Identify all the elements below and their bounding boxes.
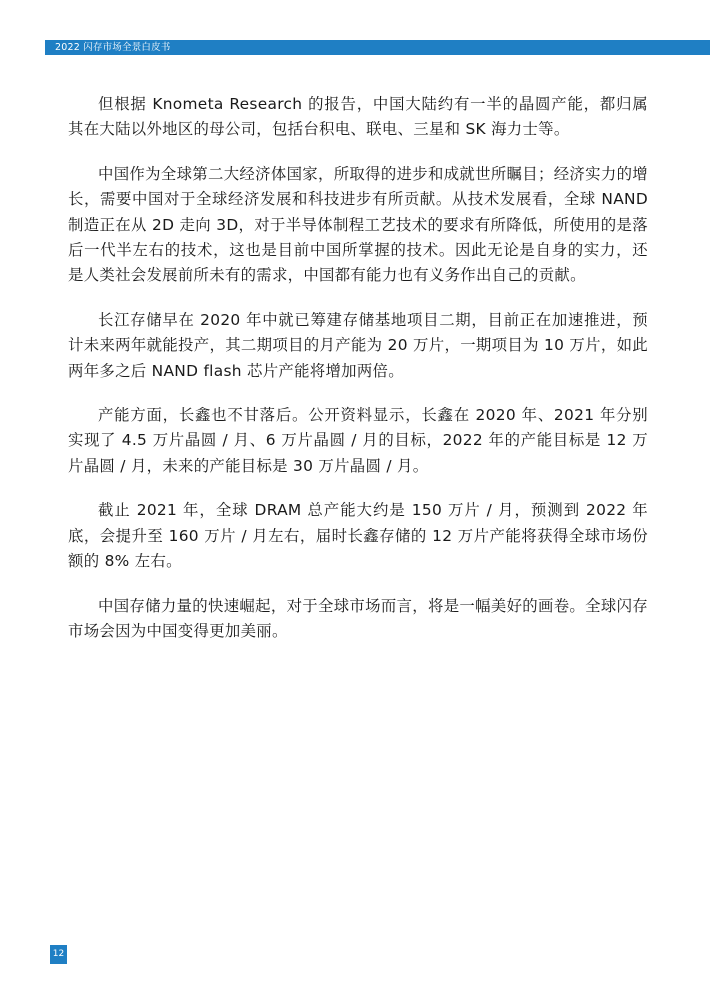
paragraph: 产能方面，长鑫也不甘落后。公开资料显示，长鑫在 2020 年、2021 年分别实现了 4.5 万片晶圆 / 月、6 万片晶圆 / 月的目标，2022 年的产能目标是 12 万片晶圆 / 月，未来的产能目标是 30 万片晶圆 / 月。 xyxy=(68,406,648,475)
paragraph: 但根据 Knometa Research 的报告，中国大陆约有一半的晶圆产能，都归属其在大陆以外地区的母公司，包括台积电、联电、三星和 SK 海力士等。 xyxy=(68,95,648,139)
body-text xyxy=(68,92,648,663)
paragraph: 截止 2021 年，全球 DRAM 总产能大约是 150 万片 / 月，预测到 2022 年底，会提升至 160 万片 / 月左右，届时长鑫存储的 12 万片产能将获得全球市场份额的 8% 左右。 xyxy=(68,501,648,571)
document-title: 2022 闪存市场全景白皮书 xyxy=(55,42,171,53)
paragraph: 中国作为全球第二大经济体国家，所取得的进步和成就世所瞩目；经济实力的增长，需要中国对于全球经济发展和科技进步有所贡献。从技术发展看，全球 NAND 制造正在从 2D 走向 3D，对于半导体制程工艺技术的要求有所降低，所使用的是落后一代半左右的技术，这也是目前中国所掌握的技术。因此无论是自身的实力，还是人类社会发展前所未有的需求，中国都有能力也有义务作出自己的贡献。 xyxy=(68,164,648,285)
page-number: 12 xyxy=(50,945,67,964)
header-bar xyxy=(45,40,710,55)
paragraph: 中国存储力量的快速崛起，对于全球市场而言，将是一幅美好的画卷。全球闪存市场会因为中国变得更加美丽。 xyxy=(68,596,648,640)
paragraph: 长江存储早在 2020 年中就已筹建存储基地项目二期，目前正在加速推进，预计未来两年就能投产，其二期项目的月产能为 20 万片，一期项目为 10 万片，如此两年多之后 NAND flash 芯片产能将增加两倍。 xyxy=(68,310,648,380)
